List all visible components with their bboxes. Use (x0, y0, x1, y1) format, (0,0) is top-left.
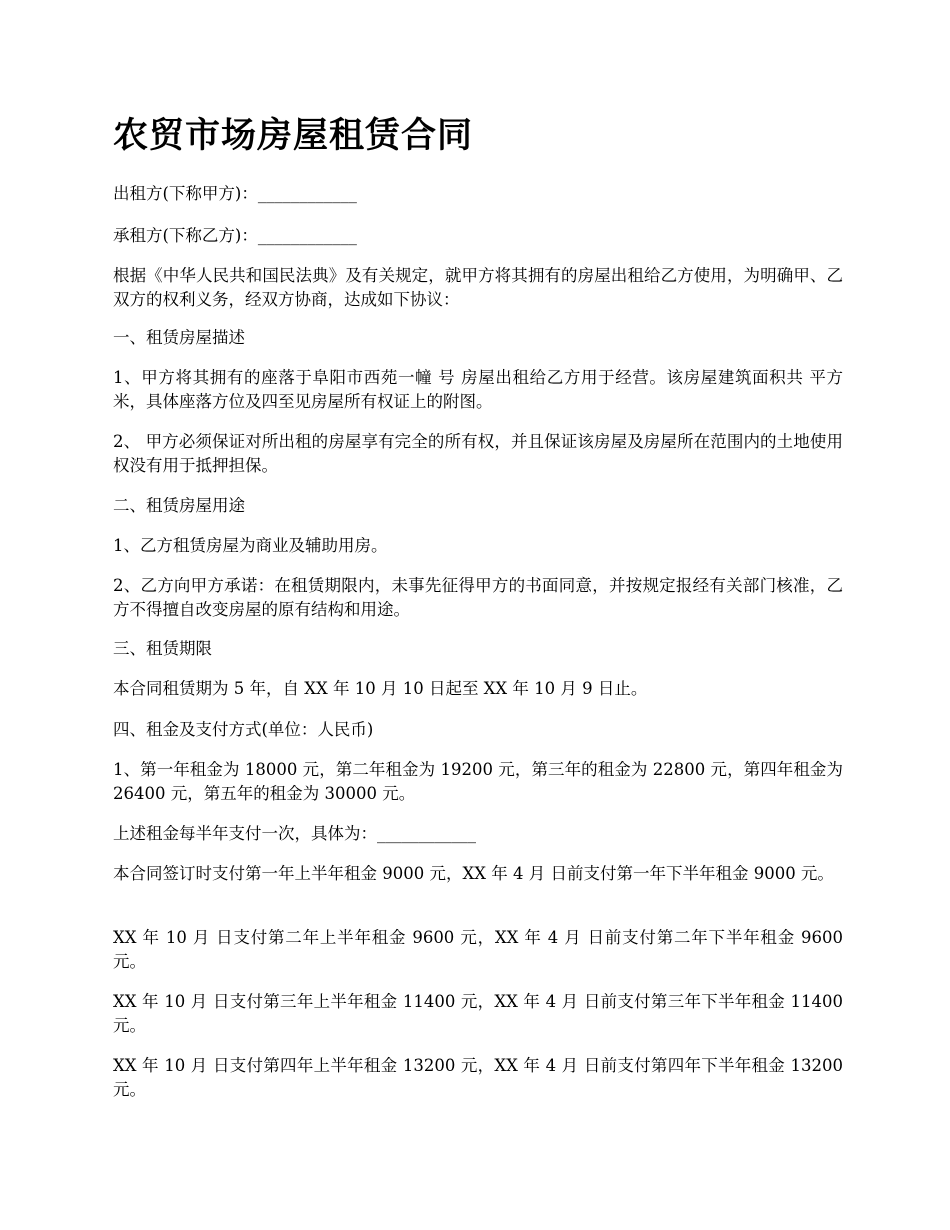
payment-schedule-line: 上述租金每半年支付一次，具体为：____________ (113, 824, 476, 843)
document-title: 农贸市场房屋租赁合同 (113, 116, 474, 156)
payment-year-1: 本合同签订时支付第一年上半年租金 9000 元，XX 年 4 月 日前支付第一年下半年租金 9000 元。 (113, 864, 834, 883)
term-paragraph: 本合同租赁期为 5 年，自 XX 年 10 月 10 日起至 XX 年 10 月 9 日止。 (113, 679, 648, 698)
section-heading-4: 四、租金及支付方式(单位：人民币) (113, 720, 374, 739)
section-heading-1: 一、租赁房屋描述 (113, 328, 245, 347)
preamble-paragraph: 根据《中华人民共和国民法典》及有关规定，就甲方将其拥有的房屋出租给乙方使用，为明确甲、乙双方的权利义务，经双方协商，达成如下协议： (113, 266, 843, 309)
payment-year-2: XX 年 10 月 日支付第二年上半年租金 9600 元，XX 年 4 月 日前支付第二年下半年租金 9600 元。 (113, 928, 843, 971)
section-heading-3: 三、租赁期限 (113, 639, 212, 658)
section-heading-2: 二、租赁房屋用途 (113, 496, 245, 515)
payment-year-4: XX 年 10 月 日支付第四年上半年租金 13200 元，XX 年 4 月 日前支付第四年下半年租金 13200 元。 (113, 1056, 843, 1099)
lessee-line: 承租方(下称乙方)：____________ (113, 226, 357, 245)
clause-1-1: 1、甲方将其拥有的座落于阜阳市西苑一幢 号 房屋出租给乙方用于经营。该房屋建筑面积共 平方米，具体座落方位及四至见房屋所有权证上的附图。 (113, 368, 843, 411)
clause-4-1: 1、第一年租金为 18000 元，第二年租金为 19200 元，第三年的租金为 22800 元，第四年租金为 26400 元，第五年的租金为 30000 元。 (113, 760, 843, 803)
lessor-line: 出租方(下称甲方)：____________ (113, 184, 357, 203)
clause-2-1: 1、乙方租赁房屋为商业及辅助用房。 (113, 536, 388, 555)
payment-year-3: XX 年 10 月 日支付第三年上半年租金 11400 元，XX 年 4 月 日前支付第三年下半年租金 11400 元。 (113, 992, 843, 1035)
clause-2-2: 2、乙方向甲方承诺：在租赁期限内，未事先征得甲方的书面同意，并按规定报经有关部门核准，乙方不得擅自改变房屋的原有结构和用途。 (113, 576, 843, 619)
clause-1-2: 2、 甲方必须保证对所出租的房屋享有完全的所有权，并且保证该房屋及房屋所在范围内的土地使用权没有用于抵押担保。 (113, 432, 843, 475)
